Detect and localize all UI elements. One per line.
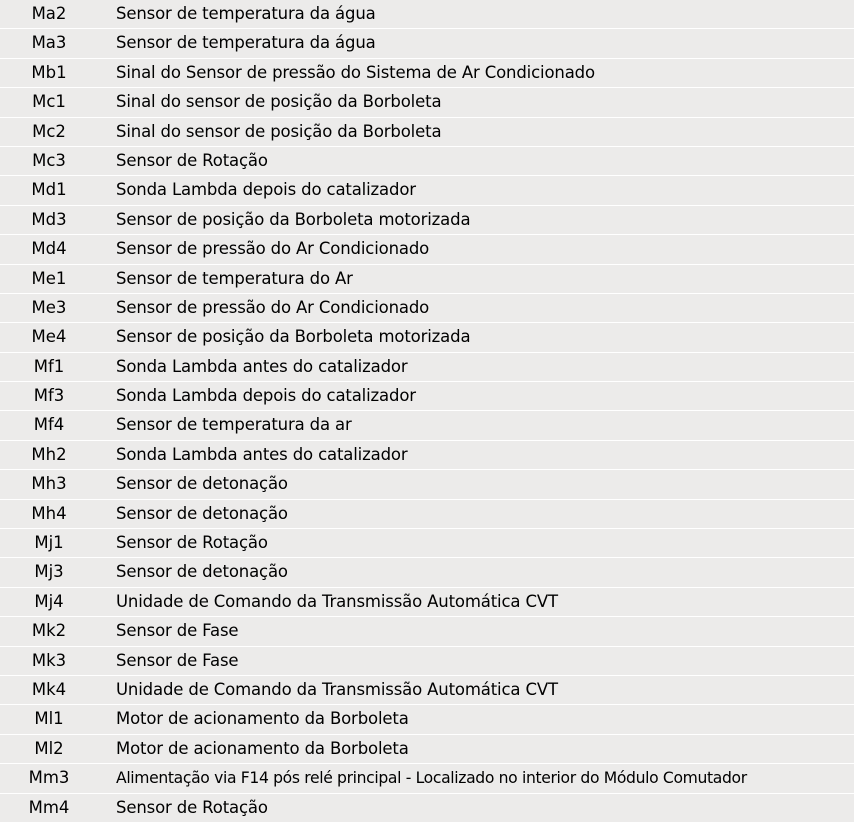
pin-code-cell: Mm3 bbox=[28, 768, 70, 788]
pin-code-cell: Mk3 bbox=[31, 650, 67, 670]
pin-description-cell: Sensor de Rotação bbox=[116, 533, 268, 553]
pin-description-cell: Sensor de posição da Borboleta motorizada bbox=[116, 209, 471, 229]
table-row bbox=[0, 382, 854, 411]
pin-code-cell: Mj3 bbox=[34, 562, 64, 582]
table-row bbox=[0, 29, 854, 58]
pin-description-cell: Motor de acionamento da Borboleta bbox=[116, 738, 409, 758]
pin-description-cell: Sonda Lambda antes do catalizador bbox=[116, 444, 408, 464]
table-row bbox=[0, 265, 854, 294]
pin-description-cell: Sinal do sensor de posição da Borboleta bbox=[116, 92, 442, 112]
pin-description-cell: Sensor de temperatura da água bbox=[116, 33, 376, 53]
table-row bbox=[0, 323, 854, 352]
table-row bbox=[0, 294, 854, 323]
pin-code-cell: Ml2 bbox=[34, 738, 64, 758]
pin-description-cell: Sensor de temperatura da água bbox=[116, 4, 376, 23]
pin-code-cell: Mh2 bbox=[31, 444, 67, 464]
pin-description-cell: Sensor de temperatura do Ar bbox=[116, 268, 353, 288]
pin-description-cell: Unidade de Comando da Transmissão Automática CVT bbox=[116, 591, 558, 611]
table-row bbox=[0, 647, 854, 676]
pin-code-cell: Ma2 bbox=[31, 4, 67, 23]
table-row bbox=[0, 147, 854, 176]
table-row bbox=[0, 470, 854, 499]
pin-description-cell: Sinal do sensor de posição da Borboleta bbox=[116, 121, 442, 141]
pin-code-cell: Mf1 bbox=[33, 356, 65, 376]
pin-code-cell: Mk4 bbox=[31, 679, 67, 699]
table-row bbox=[0, 176, 854, 205]
pin-code-cell: Mj4 bbox=[34, 591, 64, 611]
pin-code-cell: Mc1 bbox=[32, 92, 66, 112]
pin-code-cell: Mm4 bbox=[28, 797, 70, 817]
pin-code-cell: Me1 bbox=[31, 268, 67, 288]
table-row bbox=[0, 529, 854, 558]
pin-description-cell: Sensor de pressão do Ar Condicionado bbox=[116, 297, 430, 317]
pin-description-cell: Sensor de Fase bbox=[116, 650, 239, 670]
pin-code-cell: Mk2 bbox=[31, 621, 67, 641]
table-row bbox=[0, 441, 854, 470]
table-row bbox=[0, 676, 854, 705]
table-row bbox=[0, 118, 854, 147]
pin-description-cell: Sensor de detonação bbox=[116, 503, 288, 523]
pin-description-cell: Sensor de Fase bbox=[116, 621, 239, 641]
pin-description-cell: Sonda Lambda depois do catalizador bbox=[116, 386, 416, 406]
pin-code-cell: Me3 bbox=[31, 297, 67, 317]
pin-code-cell: Mj1 bbox=[34, 533, 64, 553]
pin-code-cell: Mh3 bbox=[31, 474, 67, 494]
table-row bbox=[0, 353, 854, 382]
pin-description-cell: Unidade de Comando da Transmissão Automática CVT bbox=[116, 679, 558, 699]
pin-code-cell: Me4 bbox=[31, 327, 67, 347]
pin-description-cell: Sonda Lambda depois do catalizador bbox=[116, 180, 416, 200]
pin-description-cell: Sensor de temperatura da ar bbox=[116, 415, 352, 435]
pin-description-cell: Sensor de pressão do Ar Condicionado bbox=[116, 239, 430, 259]
table-row bbox=[0, 0, 854, 29]
table-row bbox=[0, 88, 854, 117]
pin-code-cell: Md3 bbox=[31, 209, 67, 229]
pin-code-cell: Mf4 bbox=[33, 415, 65, 435]
pin-code-cell: Md1 bbox=[31, 180, 67, 200]
pin-description-cell: Motor de acionamento da Borboleta bbox=[116, 709, 409, 729]
table-row bbox=[0, 235, 854, 264]
pin-description-cell: Sensor de Rotação bbox=[116, 150, 268, 170]
pin-code-cell: Ml1 bbox=[34, 709, 64, 729]
table-row bbox=[0, 59, 854, 88]
pin-code-cell: Ma3 bbox=[31, 33, 67, 53]
table-row bbox=[0, 206, 854, 235]
pin-description-cell: Sensor de Rotação bbox=[116, 797, 268, 817]
table-row bbox=[0, 411, 854, 440]
pin-description-cell: Alimentação via F14 pós relé principal - Localizado no interior do Módulo Comutador bbox=[116, 769, 747, 788]
pin-code-cell: Mb1 bbox=[31, 62, 67, 82]
table-row bbox=[0, 705, 854, 734]
pin-description-cell: Sinal do Sensor de pressão do Sistema de Ar Condicionado bbox=[116, 62, 595, 82]
table-row bbox=[0, 558, 854, 587]
table-row bbox=[0, 764, 854, 793]
pin-code-cell: Mc3 bbox=[32, 150, 66, 170]
pin-description-cell: Sensor de posição da Borboleta motorizada bbox=[116, 327, 471, 347]
pin-description-cell: Sensor de detonação bbox=[116, 562, 288, 582]
pin-code-cell: Mh4 bbox=[31, 503, 67, 523]
pin-code-cell: Md4 bbox=[31, 239, 67, 259]
pin-description-cell: Sensor de detonação bbox=[116, 474, 288, 494]
table-row bbox=[0, 588, 854, 617]
table-row bbox=[0, 794, 854, 823]
table-row bbox=[0, 735, 854, 764]
table-row bbox=[0, 500, 854, 529]
table-row bbox=[0, 617, 854, 646]
pin-code-cell: Mf3 bbox=[33, 386, 65, 406]
pin-code-cell: Mc2 bbox=[32, 121, 66, 141]
pin-description-cell: Sonda Lambda antes do catalizador bbox=[116, 356, 408, 376]
